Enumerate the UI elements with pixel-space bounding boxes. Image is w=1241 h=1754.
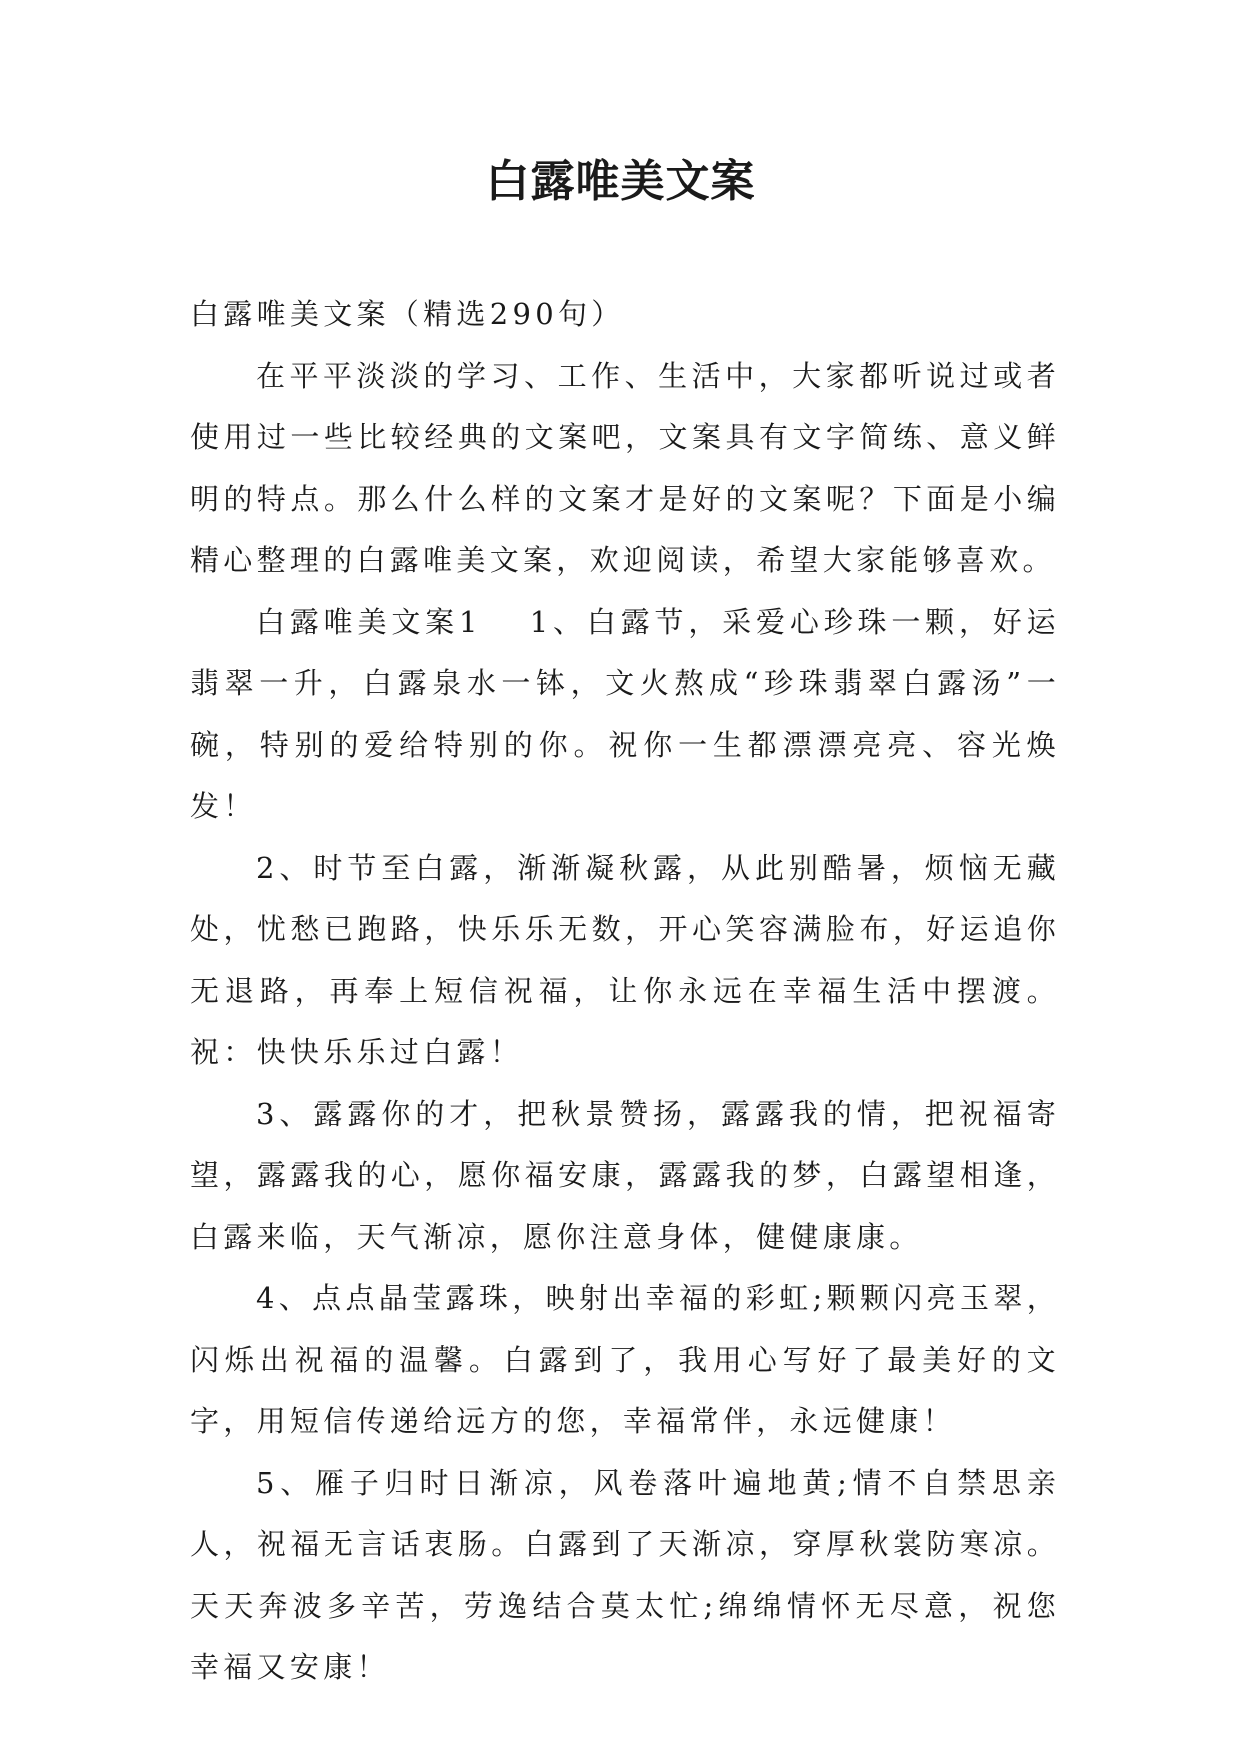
section-paragraph bbox=[190, 592, 1060, 838]
intro-paragraph: 在平平淡淡的学习、工作、生活中，大家都听说过或者使用过一些比较经典的文案吧，文案具有文字简练、意义鲜明的特点。那么什么样的文案才是好的文案呢？下面是小编精心整理的白露唯美文案，欢迎阅读，希望大家能够喜欢。 bbox=[190, 358, 1060, 577]
section-heading: 白露唯美文案1 bbox=[256, 604, 482, 639]
list-item-5: 5、雁子归时日渐凉，风卷落叶遍地黄;情不自禁思亲人，祝福无言话衷肠。白露到了天渐凉，穿厚秋裳防寒凉。天天奔波多辛苦，劳逸结合莫太忙;绵绵情怀无尽意，祝您幸福又安康！ bbox=[190, 1465, 1061, 1684]
list-item-2: 2、时节至白露，渐渐凝秋露，从此别酷暑，烦恼无藏处，忧愁已跑路，快乐乐无数，开心笑容满脸布，好运追你无退路，再奉上短信祝福，让你永远在幸福生活中摆渡。祝：快快乐乐过白露！ bbox=[190, 850, 1060, 1069]
list-item-4: 4、点点晶莹露珠，映射出幸福的彩虹;颗颗闪亮玉翠，闪烁出祝福的温馨。白露到了，我用心写好了最美好的文字，用短信传递给远方的您，幸福常伴，永远健康！ bbox=[190, 1281, 1060, 1438]
document-title: 白露唯美文案 bbox=[485, 156, 756, 207]
list-item-3: 3、露露你的才，把秋景赞扬，露露我的情，把祝福寄望，露露我的心，愿你福安康，露露我的梦，白露望相逢，白露来临，天气渐凉，愿你注意身体，健健康康。 bbox=[190, 1096, 1060, 1254]
list-item-1: 1、白露节，采爱心珍珠一颗，好运翡翠一升，白露泉水一钵，文火熬成“珍珠翡翠白露汤”一碗，特别的爱给特别的你。祝你一生都漂漂亮亮、容光焕发！ bbox=[190, 604, 1060, 823]
document-subtitle: 白露唯美文案（精选290句） bbox=[190, 297, 625, 331]
document-body bbox=[190, 284, 1060, 1699]
